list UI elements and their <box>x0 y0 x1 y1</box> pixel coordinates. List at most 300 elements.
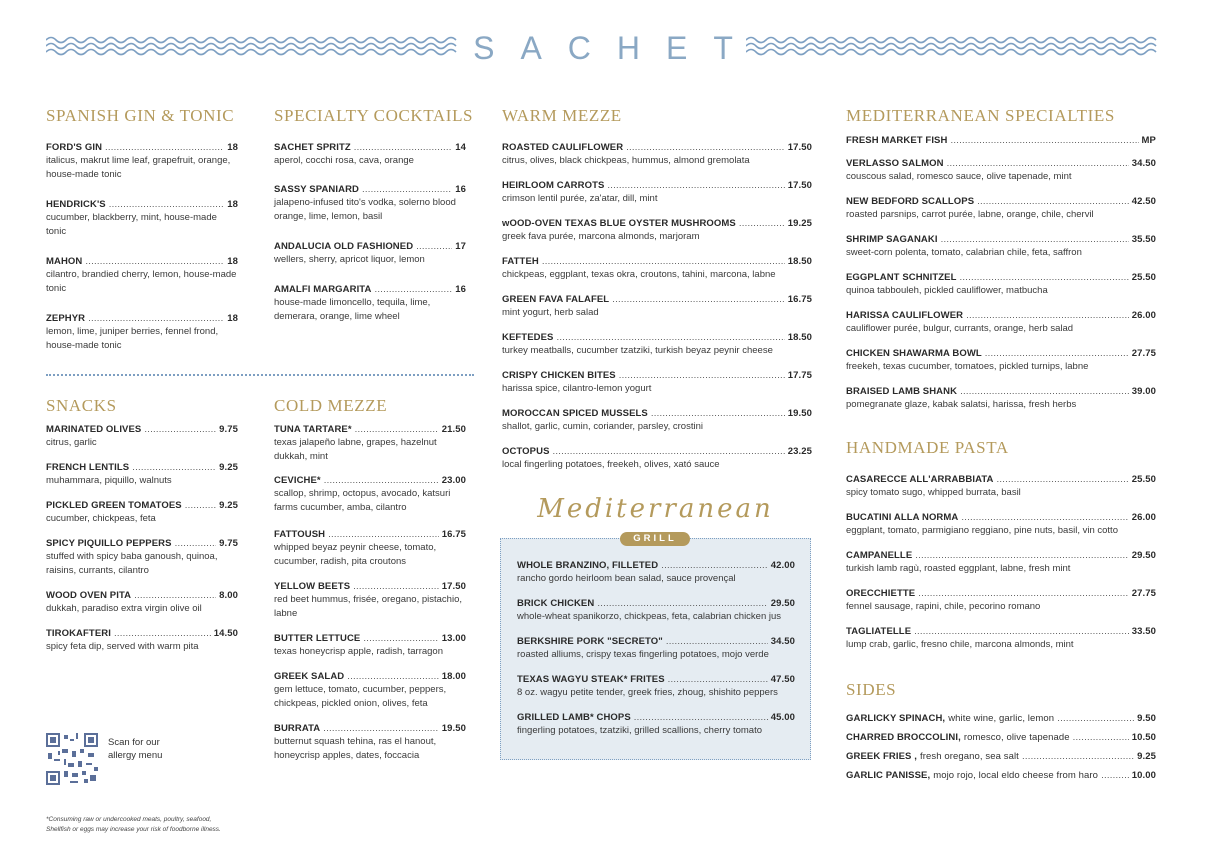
leader-dots <box>362 184 452 195</box>
section-title-warm-mezze: WARM MEZZE <box>502 106 622 125</box>
menu-item-name: GARLICKY SPINACH, <box>846 713 946 724</box>
menu-item-name: ZEPHYR <box>46 313 86 324</box>
menu-item-row <box>274 284 466 295</box>
menu-item <box>502 180 812 206</box>
menu-item <box>846 588 1156 614</box>
menu-item-row <box>846 135 1156 146</box>
menu-item-name: SASSY SPANIARD <box>274 184 359 195</box>
menu-item-price: 34.50 <box>770 636 795 647</box>
menu-item <box>46 590 238 616</box>
menu-item <box>46 142 238 182</box>
menu-item-row <box>846 588 1156 599</box>
menu-item-name: CHICKEN SHAWARMA BOWL <box>846 348 982 359</box>
menu-item-name: CRISPY CHICKEN BITES <box>502 370 616 381</box>
leader-dots <box>914 626 1129 637</box>
menu-item <box>274 475 466 515</box>
menu-item-price: 9.25 <box>1137 751 1156 762</box>
menu-item <box>846 474 1156 500</box>
menu-item-description: butternut squash tehina, ras el hanout, honeycrisp apples, dates, foccacia <box>274 736 437 761</box>
menu-item-row <box>274 241 466 252</box>
menu-item <box>517 674 795 700</box>
leader-dots <box>1101 770 1129 781</box>
menu-item-row <box>502 142 812 153</box>
menu-item-price: 13.00 <box>441 633 466 644</box>
menu-item <box>502 218 812 244</box>
menu-item-name: HARISSA CAULIFLOWER <box>846 310 964 321</box>
menu-item-inline-desc: mojo rojo, local eldo cheese from haro <box>933 770 1099 781</box>
menu-item-price: 25.50 <box>1131 272 1156 283</box>
menu-item-price: 16 <box>455 284 466 295</box>
menu-item-name: GREEK FRIES , <box>846 751 917 762</box>
menu-item-row <box>274 475 466 486</box>
menu-item-description: cucumber, blackberry, mint, house-made tonic <box>46 212 217 237</box>
menu-item-inline-desc: white wine, garlic, lemon <box>948 713 1055 724</box>
leader-dots <box>977 196 1129 207</box>
menu-item-row <box>274 723 466 734</box>
menu-item-description: texas honeycrisp apple, radish, tarragon <box>274 646 443 657</box>
menu-item-price: 9.25 <box>219 462 238 473</box>
menu-item <box>846 135 1156 146</box>
menu-item-description: texas jalapeño labne, grapes, hazelnut dukkah, mint <box>274 437 437 462</box>
leader-dots <box>132 462 216 473</box>
menu-item-row <box>502 446 812 457</box>
leader-dots <box>354 142 452 153</box>
menu-item-price: 29.50 <box>770 598 795 609</box>
leader-dots <box>1022 751 1134 762</box>
menu-item <box>274 241 466 267</box>
menu-item-row <box>46 628 238 639</box>
menu-item-description: pomegranate glaze, kabak salatsi, harissa, fresh herbs <box>846 399 1077 410</box>
menu-item-price: 29.50 <box>1131 550 1156 561</box>
menu-item <box>274 633 466 659</box>
menu-item-row <box>274 424 466 435</box>
menu-item <box>274 184 466 224</box>
menu-item-price: 26.00 <box>1131 310 1156 321</box>
grill-script-heading: Mediterranean <box>537 494 774 524</box>
menu-item-row <box>846 386 1156 397</box>
menu-item <box>274 142 466 168</box>
menu-item <box>846 512 1156 538</box>
menu-item-name: FORD'S GIN <box>46 142 103 153</box>
leader-dots <box>739 218 785 229</box>
menu-item-description: spicy feta dip, served with warm pita <box>46 641 199 652</box>
menu-item <box>502 332 812 358</box>
leader-dots <box>612 294 785 305</box>
leader-dots <box>918 588 1129 599</box>
menu-item <box>46 628 238 654</box>
menu-item-price: 17 <box>455 241 466 252</box>
menu-item-name: BUCATINI ALLA NORMA <box>846 512 959 523</box>
menu-item-row <box>46 538 238 549</box>
menu-item-description: freekeh, texas cucumber, tomatoes, pickled turnips, labne <box>846 361 1089 372</box>
menu-item-description: local fingerling potatoes, freekeh, olives, xató sauce <box>502 459 720 470</box>
menu-item-name: CAMPANELLE <box>846 550 913 561</box>
grill-tag: GRILL <box>620 532 690 546</box>
leader-dots <box>363 633 438 644</box>
menu-item-description: fingerling potatoes, tzatziki, grilled scallions, cherry tomato <box>517 725 763 736</box>
menu-item-price: 39.00 <box>1131 386 1156 397</box>
menu-item-price: 14 <box>455 142 466 153</box>
menu-item <box>517 712 795 738</box>
menu-item-row <box>274 633 466 644</box>
menu-item-row <box>274 142 466 153</box>
menu-item-name: AMALFI MARGARITA <box>274 284 372 295</box>
menu-item <box>46 462 238 488</box>
leader-dots <box>668 674 768 685</box>
menu-item-price: 21.50 <box>441 424 466 435</box>
menu-item-name: OCTOPUS <box>502 446 550 457</box>
menu-item-price: MP <box>1141 135 1156 146</box>
menu-item <box>502 256 812 282</box>
menu-item-row <box>502 294 812 305</box>
menu-item <box>846 234 1156 260</box>
leader-dots <box>960 386 1129 397</box>
menu-item-price: 19.50 <box>441 723 466 734</box>
leader-dots <box>85 256 224 267</box>
menu-item-row <box>846 474 1156 485</box>
menu-item-name: VERLASSO SALMON <box>846 158 944 169</box>
leader-dots <box>666 636 768 647</box>
menu-item-row <box>274 529 466 540</box>
menu-item-name: FATTEH <box>502 256 539 267</box>
menu-item <box>274 671 466 711</box>
menu-item-name: YELLOW BEETS <box>274 581 351 592</box>
menu-item-name: TIROKAFTERI <box>46 628 111 639</box>
menu-item-description: aperol, cocchi rosa, cava, orange <box>274 155 414 166</box>
menu-item-description: rancho gordo heirloom bean salad, sauce provençal <box>517 573 736 584</box>
menu-item-price: 18.00 <box>441 671 466 682</box>
menu-item <box>846 751 1156 762</box>
section-title-specialties: MEDITERRANEAN SPECIALTIES <box>846 106 1115 125</box>
menu-item-row <box>517 598 795 609</box>
menu-item <box>846 310 1156 336</box>
menu-item-price: 10.00 <box>1131 770 1156 781</box>
allergy-scan-note: Scan for our allergy menu <box>108 737 163 761</box>
menu-item-name: TAGLIATELLE <box>846 626 912 637</box>
leader-dots <box>607 180 784 191</box>
menu-item-description: scallop, shrimp, octopus, avocado, katsuri farms cucumber, amba, cilantro <box>274 488 451 513</box>
menu-item-price: 9.25 <box>219 500 238 511</box>
menu-item-description: eggplant, tomato, parmigiano reggiano, pine nuts, basil, vin cotto <box>846 525 1118 536</box>
leader-dots <box>374 284 452 295</box>
leader-dots <box>997 474 1129 485</box>
menu-item-price: 33.50 <box>1131 626 1156 637</box>
menu-item-name: PICKLED GREEN TOMATOES <box>46 500 182 511</box>
menu-item-description: citrus, olives, black chickpeas, hummus, almond gremolata <box>502 155 750 166</box>
menu-item-price: 42.00 <box>770 560 795 571</box>
menu-item-row <box>517 560 795 571</box>
menu-item-description: turkey meatballs, cucumber tzatziki, turkish beyaz peynir cheese <box>502 345 773 356</box>
menu-item-price: 17.50 <box>787 142 812 153</box>
menu-item-name: TUNA TARTARE* <box>274 424 352 435</box>
menu-item-price: 16.75 <box>787 294 812 305</box>
section-title-pasta: HANDMADE PASTA <box>846 438 1009 457</box>
menu-item-name: ANDALUCIA OLD FASHIONED <box>274 241 414 252</box>
leader-dots <box>1057 713 1134 724</box>
leader-dots <box>324 475 439 486</box>
menu-item-price: 10.50 <box>1131 732 1156 743</box>
menu-item-name: KEFTEDES <box>502 332 554 343</box>
menu-item-name: HEIRLOOM CARROTS <box>502 180 605 191</box>
section-title-sides: SIDES <box>846 680 897 699</box>
menu-item <box>502 408 812 434</box>
menu-item-price: 8.00 <box>219 590 238 601</box>
leader-dots <box>661 560 768 571</box>
menu-item-description: cilantro, brandied cherry, lemon, house-made tonic <box>46 269 237 294</box>
menu-item <box>46 256 238 296</box>
menu-item-price: 9.50 <box>1137 713 1156 724</box>
section-title-cold-mezze: COLD MEZZE <box>274 396 388 415</box>
menu-item-price: 25.50 <box>1131 474 1156 485</box>
menu-item-price: 27.75 <box>1131 348 1156 359</box>
menu-item-name: ROASTED CAULIFLOWER <box>502 142 624 153</box>
leader-dots <box>1073 732 1129 743</box>
menu-item-row <box>502 218 812 229</box>
menu-item-name: GRILLED LAMB* CHOPS <box>517 712 631 723</box>
menu-item-row <box>46 142 238 153</box>
leader-dots <box>323 723 438 734</box>
menu-item-price: 19.25 <box>787 218 812 229</box>
menu-item-description: red beet hummus, frisée, oregano, pistachio, labne <box>274 594 462 619</box>
menu-item-name: WHOLE BRANZINO, FILLETED <box>517 560 659 571</box>
menu-item <box>46 500 238 526</box>
menu-item <box>517 636 795 662</box>
consumption-disclaimer: *Consuming raw or undercooked meats, poultry, seafood, Shellfish or eggs may increase your risk of foodborne illness. <box>46 816 221 833</box>
menu-item-inline-desc: romesco, olive tapenade <box>963 732 1070 743</box>
menu-item-name: FATTOUSH <box>274 529 326 540</box>
menu-item-name: NEW BEDFORD SCALLOPS <box>846 196 975 207</box>
menu-item <box>517 598 795 624</box>
menu-item-row <box>846 158 1156 169</box>
menu-item-row <box>517 712 795 723</box>
menu-item-price: 18.50 <box>787 332 812 343</box>
leader-dots <box>626 142 785 153</box>
menu-item-price: 19.50 <box>787 408 812 419</box>
leader-dots <box>185 500 216 511</box>
menu-item <box>846 626 1156 652</box>
menu-item-row <box>846 512 1156 523</box>
leader-dots <box>556 332 784 343</box>
menu-item <box>846 196 1156 222</box>
menu-item <box>46 313 238 353</box>
menu-item <box>502 294 812 320</box>
menu-item <box>274 529 466 569</box>
menu-item-price: 17.50 <box>787 180 812 191</box>
leader-dots <box>966 310 1129 321</box>
menu-item-name: MAHON <box>46 256 83 267</box>
menu-item-price: 18 <box>227 256 238 267</box>
menu-item-name: GREEN FAVA FALAFEL <box>502 294 610 305</box>
menu-item-row <box>846 626 1156 637</box>
menu-item <box>846 348 1156 374</box>
leader-dots <box>355 424 439 435</box>
menu-item-price: 18 <box>227 313 238 324</box>
menu-item-name: MARINATED OLIVES <box>46 424 142 435</box>
leader-dots <box>950 135 1138 146</box>
menu-item-price: 18.50 <box>787 256 812 267</box>
menu-item-description: citrus, garlic <box>46 437 97 448</box>
menu-item-description: whole-wheat spanikorzo, chickpeas, feta, calabrian chicken jus <box>517 611 782 622</box>
menu-item-name: CASARECCE ALL'ARRABBIATA <box>846 474 994 485</box>
menu-item-description: harissa spice, cilantro-lemon yogurt <box>502 383 652 394</box>
leader-dots <box>416 241 452 252</box>
leader-dots <box>597 598 767 609</box>
menu-item-price: 9.75 <box>219 424 238 435</box>
menu-item-row <box>846 732 1156 743</box>
menu-item-name: WOOD OVEN PITA <box>46 590 132 601</box>
menu-item-price: 16 <box>455 184 466 195</box>
leader-dots <box>328 529 439 540</box>
menu-item-price: 34.50 <box>1131 158 1156 169</box>
menu-item-row <box>502 370 812 381</box>
menu-item-price: 18 <box>227 199 238 210</box>
menu-item-description: quinoa tabbouleh, pickled cauliflower, matbucha <box>846 285 1048 296</box>
menu-item <box>274 284 466 324</box>
leader-dots <box>553 446 785 457</box>
menu-item <box>274 723 466 763</box>
menu-item-price: 18 <box>227 142 238 153</box>
menu-item-name: SPICY PIQUILLO PEPPERS <box>46 538 172 549</box>
menu-item <box>502 370 812 396</box>
menu-item-description: roasted alliums, crispy texas fingerling potatoes, mojo verde <box>517 649 769 660</box>
menu-item-row <box>274 671 466 682</box>
menu-item-name: BERKSHIRE PORK "SECRETO" <box>517 636 663 647</box>
leader-dots <box>619 370 785 381</box>
menu-item <box>846 713 1156 724</box>
menu-item-row <box>502 180 812 191</box>
menu-item-description: dukkah, paradiso extra virgin olive oil <box>46 603 202 614</box>
menu-item <box>846 386 1156 412</box>
menu-item-description: 8 oz. wagyu petite tender, greek fries, zhoug, shishito peppers <box>517 687 778 698</box>
leader-dots <box>961 512 1128 523</box>
menu-item-name: BRAISED LAMB SHANK <box>846 386 958 397</box>
menu-item-row <box>502 332 812 343</box>
section-title-snacks: SNACKS <box>46 396 117 415</box>
leader-dots <box>144 424 216 435</box>
menu-item-description: italicus, makrut lime leaf, grapefruit, orange, house-made tonic <box>46 155 231 180</box>
menu-item-description: wellers, sherry, apricot liquor, lemon <box>274 254 425 265</box>
menu-item-price: 45.00 <box>770 712 795 723</box>
menu-item-name: wOOD-OVEN TEXAS BLUE OYSTER MUSHROOMS <box>502 218 736 229</box>
menu-item-description: house-made limoncello, tequila, lime, demerara, orange, lime wheel <box>274 297 431 322</box>
menu-item-row <box>846 272 1156 283</box>
menu-item-row <box>846 196 1156 207</box>
menu-item <box>846 272 1156 298</box>
menu-item-description: muhammara, piquillo, walnuts <box>46 475 172 486</box>
leader-dots <box>134 590 216 601</box>
leader-dots <box>175 538 217 549</box>
leader-dots <box>353 581 439 592</box>
menu-item-row <box>46 313 238 324</box>
menu-item-name: BURRATA <box>274 723 321 734</box>
brand-title: SACHET <box>473 30 759 66</box>
menu-item <box>274 581 466 621</box>
menu-item-price: 17.50 <box>441 581 466 592</box>
menu-item-name: FRENCH LENTILS <box>46 462 130 473</box>
menu-item-description: turkish lamb ragù, roasted eggplant, labne, fresh mint <box>846 563 1071 574</box>
menu-item-price: 16.75 <box>441 529 466 540</box>
menu-item-description: stuffed with spicy baba ganoush, quinoa, raisins, currants, cilantro <box>46 551 218 576</box>
menu-item-row <box>46 424 238 435</box>
menu-item-row <box>846 310 1156 321</box>
menu-item-row <box>517 636 795 647</box>
menu-item-row <box>46 199 238 210</box>
menu-item <box>46 538 238 578</box>
menu-item-row <box>46 500 238 511</box>
menu-item <box>502 446 812 472</box>
menu-item-name: GREEK SALAD <box>274 671 345 682</box>
menu-item <box>846 550 1156 576</box>
menu-item-description: cucumber, chickpeas, feta <box>46 513 156 524</box>
menu-item-price: 23.00 <box>441 475 466 486</box>
menu-item-inline-desc: fresh oregano, sea salt <box>919 751 1019 762</box>
menu-item-row <box>517 674 795 685</box>
menu-item-description: couscous salad, romesco sauce, olive tapenade, mint <box>846 171 1072 182</box>
menu-item-name: ORECCHIETTE <box>846 588 916 599</box>
menu-item <box>46 199 238 239</box>
section-title-cocktails: SPECIALTY COCKTAILS <box>274 106 474 125</box>
menu-item-price: 14.50 <box>213 628 238 639</box>
menu-item-price: 17.75 <box>787 370 812 381</box>
menu-item-row <box>846 770 1156 781</box>
menu-item-name: MOROCCAN SPICED MUSSELS <box>502 408 648 419</box>
menu-item-row <box>846 348 1156 359</box>
menu-item-description: greek fava purée, marcona almonds, marjoram <box>502 231 700 242</box>
menu-item-price: 47.50 <box>770 674 795 685</box>
menu-item-row <box>46 590 238 601</box>
menu-item-price: 27.75 <box>1131 588 1156 599</box>
menu-item-description: chickpeas, eggplant, texas okra, croutons, tahini, marcona, labne <box>502 269 776 280</box>
leader-dots <box>947 158 1129 169</box>
menu-item-description: lemon, lime, juniper berries, fennel frond, house-made tonic <box>46 326 219 351</box>
menu-item <box>846 770 1156 781</box>
leader-dots <box>985 348 1129 359</box>
menu-item-description: roasted parsnips, carrot purée, labne, orange, chile, chervil <box>846 209 1094 220</box>
menu-item-price: 35.50 <box>1131 234 1156 245</box>
menu-item <box>46 424 238 450</box>
menu-item-price: 42.50 <box>1131 196 1156 207</box>
menu-item-name: GARLIC PANISSE, <box>846 770 931 781</box>
menu-item-price: 9.75 <box>219 538 238 549</box>
menu-item-description: gem lettuce, tomato, cucumber, peppers, chickpeas, pickled onion, olives, feta <box>274 684 447 709</box>
leader-dots <box>347 671 438 682</box>
leader-dots <box>88 313 224 324</box>
leader-dots <box>941 234 1129 245</box>
leader-dots <box>634 712 768 723</box>
menu-item <box>846 732 1156 743</box>
menu-item-row <box>274 581 466 592</box>
menu-item-row <box>502 256 812 267</box>
qr-code-icon[interactable] <box>46 733 98 785</box>
section-divider <box>46 374 474 376</box>
menu-item-name: SACHET SPRITZ <box>274 142 351 153</box>
menu-item-name: CHARRED BROCCOLINI, <box>846 732 961 743</box>
leader-dots <box>114 628 211 639</box>
leader-dots <box>109 199 224 210</box>
menu-item-price: 23.25 <box>787 446 812 457</box>
right-wave-ornament <box>746 34 1158 58</box>
menu-item-description: sweet-corn polenta, tomato, calabrian chile, feta, saffron <box>846 247 1082 258</box>
menu-item-price: 26.00 <box>1131 512 1156 523</box>
menu-item <box>846 158 1156 184</box>
menu-item-row <box>846 550 1156 561</box>
menu-item <box>517 560 795 586</box>
menu-item-row <box>846 234 1156 245</box>
menu-item-name: CEVICHE* <box>274 475 321 486</box>
menu-item <box>274 424 466 464</box>
menu-item-description: whipped beyaz peynir cheese, tomato, cucumber, radish, pita croutons <box>274 542 437 567</box>
menu-item-name: HENDRICK'S <box>46 199 106 210</box>
